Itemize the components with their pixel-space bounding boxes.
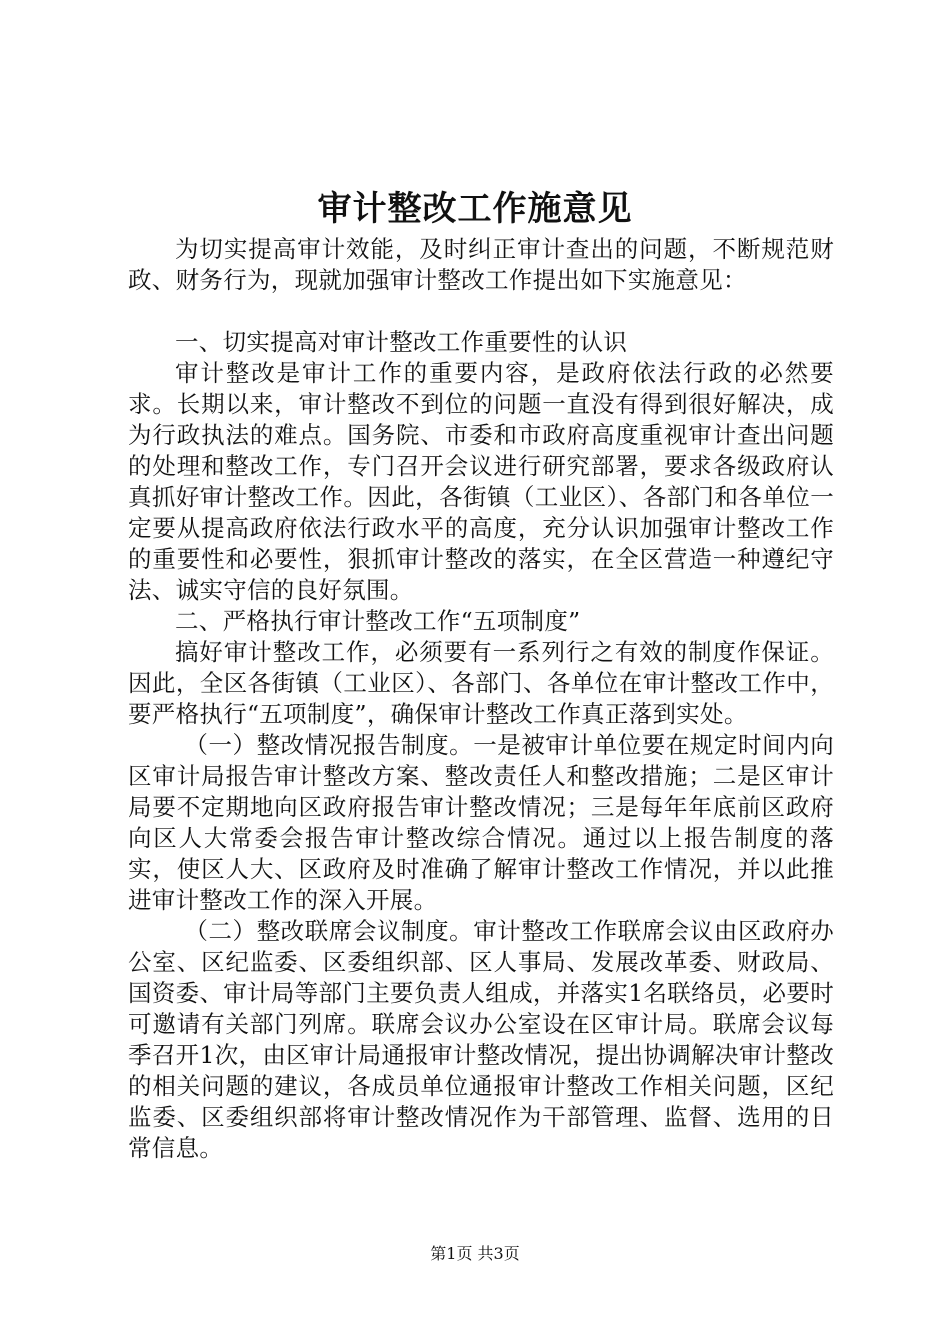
report-system-paragraph: （一）整改情况报告制度。一是被审计单位要在规定时间内向区审计局报告审计整改方案、整改责任人和整改措施；二是区审计局要不定期地向区政府报告审计整改情况；三是每年年底前区政府向区人大常委会报告审计整改综合情况。通过以上报告制度的落实，使区人大、区政府及时准确了解审计整改工作情况，并以此推进审计整改工作的深入开展。 — [128, 731, 834, 914]
document-title: 审计整改工作施意见 — [317, 189, 633, 229]
section-1-paragraph: 审计整改是审计工作的重要内容，是政府依法行政的必然要求。长期以来，审计整改不到位的问题一直没有得到很好解决，成为行政执法的难点。国务院、市委和市政府高度重视审计查出问题的处理和整改工作，专门召开会议进行研究部署，要求各级政府认真抓好审计整改工作。因此，各街镇（工业区）、各部门和各单位一定要从提高政府依法行政水平的高度，充分认识加强审计整改工作的重要性和必要性，狠抓审计整改的落实，在全区营造一种遵纪守法、诚实守信的良好氛围。 — [128, 359, 834, 604]
section-heading-2: 二、严格执行审计整改工作“五项制度” — [175, 607, 581, 635]
document-body — [128, 234, 834, 1164]
section-heading-1: 一、切实提高对审计整改工作重要性的认识 — [175, 328, 628, 356]
joint-meeting-paragraph: （二）整改联席会议制度。审计整改工作联席会议由区政府办公室、区纪监委、区委组织部、区人事局、发展改革委、财政局、国资委、审计局等部门主要负责人组成，并落实1名联络员，必要时可邀请有关部门列席。联席会议办公室设在区审计局。联席会议每季召开1次，由区审计局通报审计整改情况，提出协调解决审计整改的相关问题的建议，各成员单位通报审计整改工作相关问题，区纪监委、区委组织部将审计整改情况作为干部管理、监督、选用的日常信息。 — [128, 917, 834, 1162]
intro-paragraph: 为切实提高审计效能，及时纠正审计查出的问题，不断规范财政、财务行为，现就加强审计整改工作提出如下实施意见： — [128, 235, 834, 294]
page-footer: 第1页 共3页 — [430, 1244, 520, 1263]
section-2-paragraph: 搞好审计整改工作，必须要有一系列行之有效的制度作保证。因此，全区各街镇（工业区）、各部门、各单位在审计整改工作中，要严格执行“五项制度”，确保审计整改工作真正落到实处。 — [128, 638, 834, 728]
